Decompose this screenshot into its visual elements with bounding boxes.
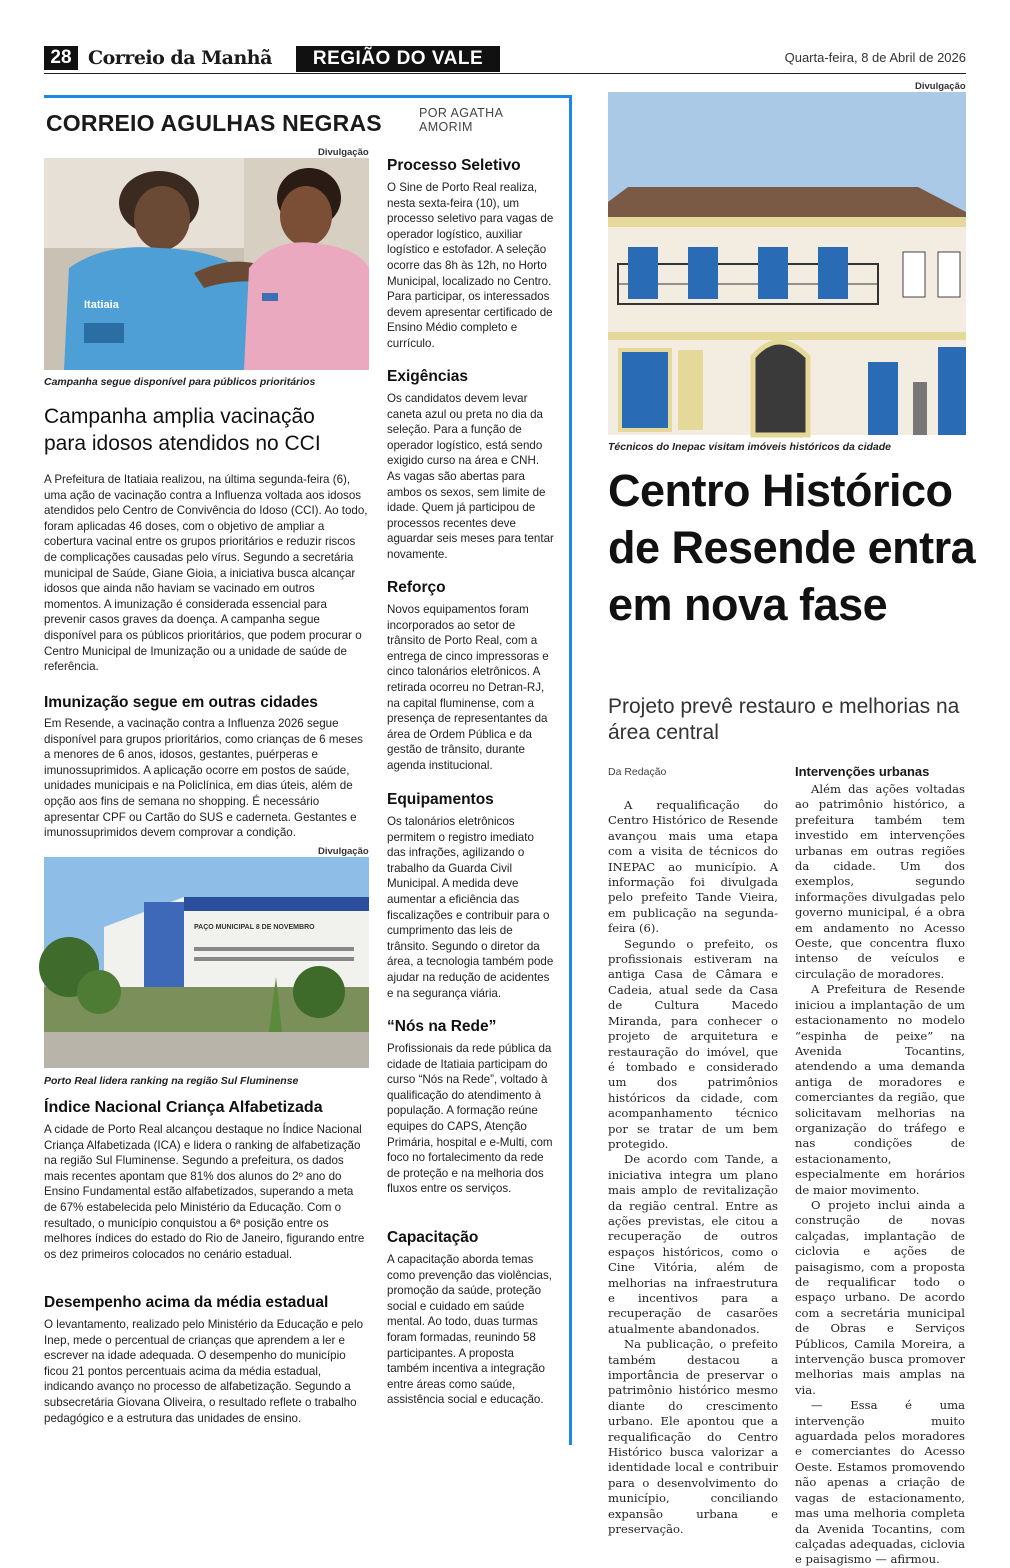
story-headline	[44, 403, 374, 457]
section-label: REGIÃO DO VALE	[296, 46, 500, 72]
page-number: 28	[44, 46, 78, 70]
vest-logo-text: Itatiaia	[84, 299, 119, 311]
headline-line-2: para idosos atendidos no CCI	[44, 432, 321, 455]
photo-caption: Campanha segue disponível para públicos prioritários	[44, 376, 316, 388]
column-title: CORREIO AGULHAS NEGRAS	[46, 110, 382, 136]
brief-body: O Sine de Porto Real realiza, nesta sexta-feira (10), um processo seletivo para vagas de operador logístico, auxiliar logístico e estofador. A seleção ocorre das 8h às 12h, no Horto Municipal, localizado no Centro. Para participar, os interessados devem apresentar certificado de Ensino Médio completo e currículo.	[387, 181, 554, 350]
photo-credit: Divulgação	[318, 846, 369, 857]
column-byline	[419, 106, 503, 134]
page-header	[44, 44, 966, 74]
article-column-2	[795, 782, 965, 1568]
photo-credit: Divulgação	[915, 81, 966, 92]
subhead: Imunização segue em outras cidades	[44, 694, 318, 711]
story-body: Em Resende, a vacinação contra a Influenza 2026 segue disponível para grupos prioritários, como crianças de 6 meses a menores de 6 anos, idosos, gestantes, puérperas e imunossuprimidos. A aplicação ocorre em postos de saúde, unidades municipais e na Policlínica, em dias úteis, além de opção aos fins de semana no shopping. É necessário apresentar CPF ou Cartão do SUS e caderneta. Gestantes e imunossuprimidos devem comprovar a condição.	[44, 717, 363, 840]
paragraph: Segundo o prefeito, os profissionais estiveram na antiga Casa de Câmara e Cadeia, atual sede da Casa de Cultura Macedo Miranda, para conhecer o projeto de arquitetura e restauração do imóvel, que é tombado e considerado um dos patrimônios históricos da cidade, com acompanhamento técnico por se tratar de um bem protegido.	[608, 936, 778, 1151]
paragraph: — Essa é uma intervenção muito aguardada pelos moradores e comerciantes do Acesso Oeste. Estamos promovendo não apenas a criação de vagas de estacionamento, mas uma melhoria completa da Avenida Tocantins, com calçadas adequadas, ciclovia e paisagismo — afirmou.	[795, 1398, 965, 1567]
vaccination-photo	[44, 158, 369, 370]
main-subhead: Projeto prevê restauro e melhorias na área central	[608, 695, 960, 744]
brief-body: A capacitação aborda temas como prevenção das violências, promoção da saúde, proteção social e cuidado em saúde mental. Ao todo, duas turmas foram formadas, reunindo 58 participantes. A proposta também incentiva a integração entre áreas como saúde, assistência social e educação.	[387, 1253, 552, 1407]
story-body: O levantamento, realizado pelo Ministério da Educação e pelo Inep, mede o percentual de crianças que aprendem a ler e escrever na idade adequada. O desempenho do município ficou 21 pontos percentuais acima da média estadual, indicando avanço no processo de alfabetização. Segundo a subsecretária Giovana Oliveira, o resultado reflete o trabalho pedagógico e a estrutura das unidades de ensino.	[44, 1318, 364, 1425]
paragraph: Além das ações voltadas ao patrimônio histórico, a prefeitura também tem investido em intervenções urbanas em outras regiões da cidade. Um dos exemplos, segundo informações divulgadas pelo governo municipal, é a obra em andamento no Acesso Oeste, que concentra fluxo intenso de veículos e circulação de moradores.	[795, 782, 965, 981]
building-sign: PAÇO MUNICIPAL 8 DE NOVEMBRO	[194, 924, 315, 931]
photo-caption: Técnicos do Inepac visitam imóveis históricos da cidade	[608, 441, 892, 453]
brief-title: Reforço	[387, 579, 446, 596]
subhead: Desempenho acima da média estadual	[44, 1294, 329, 1311]
byline-line-2: AMORIM	[419, 120, 473, 134]
brief-body: Novos equipamentos foram incorporados ao setor de trânsito de Porto Real, com a entrega de cinco impressoras e cinco talonários eletrônicos. A retirada ocorreu no Detran-RJ, na capital fluminense, com a presença de representantes da área de Ordem Pública e da gestão de trânsito, durante agenda institucional.	[387, 603, 549, 772]
photo-caption: Porto Real lidera ranking na região Sul Fluminense	[44, 1075, 299, 1087]
article-subhead: Intervenções urbanas	[795, 764, 930, 779]
brief-title: “Nós na Rede”	[387, 1018, 497, 1035]
brief-title: Exigências	[387, 368, 468, 385]
paragraph: O projeto inclui ainda a construção de novas calçadas, implantação de ciclovia e ações de paisagismo, com a proposta de requalificar todo o espaço urbano. De acordo com a secretária municipal de Obras e Serviços Públicos, Camila Moreira, a intervenção busca promover melhorias mais amplas na via.	[795, 1197, 965, 1397]
main-headline: Centro Histórico de Resende entra em nova fase	[608, 465, 976, 630]
photo-credit: Divulgação	[318, 147, 369, 158]
brief-body: Os talonários eletrônicos permitem o registro imediato das infrações, agilizando o trabalho da Guarda Civil Municipal. A medida deve aumentar a eficiência das fiscalizações e contribuir para o cumprimento das leis de trânsito. Segundo o diretor da área, a tecnologia também pode ajudar na redução de acidentes e na segurança viária.	[387, 815, 554, 1000]
brief-title: Capacitação	[387, 1229, 479, 1246]
brief-body: Profissionais da rede pública da cidade de Itatiaia participam do curso “Nós na Rede”, voltado à qualificação do atendimento à população. A formação reúne equipes do CAPS, Atenção Primária, hospital e e-Multi, com foco no fortalecimento da rede de proteção e na melhoria dos fluxos entre os serviços.	[387, 1042, 553, 1196]
city-hall-photo	[44, 857, 369, 1068]
story-body: A Prefeitura de Itatiaia realizou, na última segunda-feira (6), uma ação de vacinação contra a Influenza voltada aos idosos atendidos pelo Centro de Convivência do Idoso (CCI). Ao todo, foram aplicadas 46 doses, com o objetivo de ampliar a cobertura vacinal entre os grupos prioritários e reduzir riscos de complicações causadas pelo vírus. Segundo a secretária municipal de Saúde, Giane Gioia, a iniciativa busca alcançar idosos que ainda não haviam se vacinado em outros momentos. A imunização é considerada essencial para prevenir casos graves da doença. A campanha segue disponível para os públicos prioritários, que podem procurar o Centro Municipal de Imunização ou a unidade de saúde de referência.	[44, 473, 368, 674]
paragraph: A Prefeitura de Resende iniciou a implantação de um estacionamento no modelo “espinha de peixe” na Avenida Tocantins, atendendo a uma demanda antiga de moradores e comerciantes da região, que solicitavam melhorias na organização do tráfego e nas condições de estacionamento, especialmente em horários de maior movimento.	[795, 982, 965, 1197]
headline-line-1: Campanha amplia vacinação	[44, 405, 315, 428]
masthead: Correio da Manhã	[88, 47, 272, 69]
article-column-1	[608, 798, 778, 1538]
paragraph: A requalificação do Centro Histórico de Resende avançou mais uma etapa com a visita de técnicos do INEPAC ao município. A informação foi divulgada pelo prefeito Tande Vieira, em publicação na segunda-feira (6).	[608, 798, 779, 936]
brief-body: Os candidatos devem levar caneta azul ou preta no dia da seleção. Para a função de operador logístico, está sendo exigido curso na área e CNH. As vagas são abertas para ambos os sexos, sem limite de idade. Quem já participou de processos recentes deve aguardar seis meses para tentar novamente.	[387, 392, 554, 561]
paragraph: De acordo com Tande, a iniciativa integra um plano mais amplo de revitalização da região central. Entre as ações previstas, ele citou a recuperação de outros espaços históricos, como o Cine Vitória, além de melhorias na infraestrutura e incentivos para a recuperação de casarões atualmente abandonados.	[608, 1152, 778, 1336]
brief-title: Equipamentos	[387, 791, 494, 808]
historic-building-photo	[608, 92, 966, 435]
story-body: A cidade de Porto Real alcançou destaque no Índice Nacional Criança Alfabetizada (ICA) e lidera o ranking de alfabetização na região Sul Fluminense. Segundo a prefeitura, os dados mais recentes apontam que 81% dos alunos do 2º ano do Ensino Fundamental estão alfabetizados, superando a meta de 67% estabelecida pelo Ministério da Educação. Com o resultado, o município conquistou a 6ª posição entre os melhores índices do estado do Rio de Janeiro, figurando entre os dez primeiros colocados no cenário estadual.	[44, 1123, 365, 1261]
article-byline: Da Redação	[608, 766, 667, 778]
brief-title: Processo Seletivo	[387, 157, 521, 174]
paragraph: Na publicação, o prefeito também destacou a importância de preservar o patrimônio histórico mesmo diante do crescimento urbano. Ele apontou que a requalificação do Centro Histórico busca valorizar a identidade local e contribuir para o desenvolvimento do município, conciliando expansão urbana e preservação.	[608, 1337, 778, 1537]
byline-line-1: POR AGATHA	[419, 106, 504, 120]
story-headline: Índice Nacional Criança Alfabetizada	[44, 1099, 323, 1116]
issue-date: Quarta-feira, 8 de Abril de 2026	[784, 50, 966, 65]
